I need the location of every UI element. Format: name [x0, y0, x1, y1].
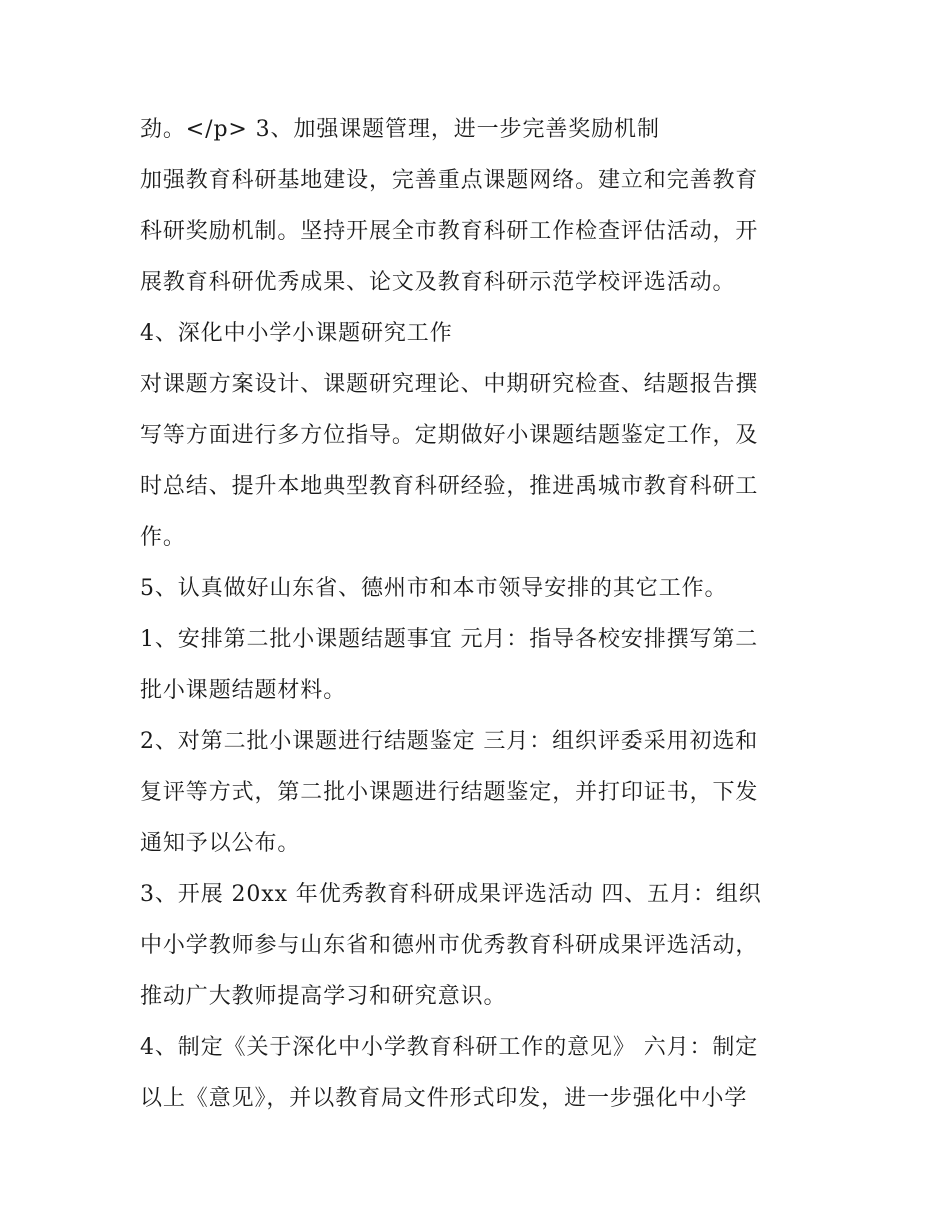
text-line: 劲。</p> 3、加强课题管理，进一步完善奖励机制	[140, 117, 660, 142]
text-line: 科研奖励机制。坚持开展全市教育科研工作检查评估活动，开	[140, 219, 759, 244]
schedule-item: 3、开展 20xx 年优秀教育科研成果评选活动 四、五月：组织	[140, 882, 762, 907]
schedule-item: 4、制定《关于深化中小学教育科研工作的意见》 六月：制定	[140, 1035, 759, 1060]
text-line: 写等方面进行多方位指导。定期做好小课题结题鉴定工作，及	[140, 423, 759, 448]
text-line: 批小课题结题材料。	[140, 678, 347, 703]
text-line: 时总结、提升本地典型教育科研经验，推进禹城市教育科研工	[140, 474, 759, 499]
schedule-item: 2、对第二批小课题进行结题鉴定 三月：组织评委采用初选和	[140, 729, 759, 754]
text-line: 作。	[140, 525, 186, 550]
text-line: 对课题方案设计、课题研究理论、中期研究检查、结题报告撰	[140, 372, 759, 397]
section-heading: 4、深化中小学小课题研究工作	[140, 321, 453, 346]
text-line: 复评等方式，第二批小课题进行结题鉴定，并打印证书，下发	[140, 780, 759, 805]
schedule-item: 1、安排第二批小课题结题事宜 元月：指导各校安排撰写第二	[140, 627, 759, 652]
document-body	[140, 104, 830, 1124]
text-line: 展教育科研优秀成果、论文及教育科研示范学校评选活动。	[140, 270, 736, 295]
section-heading: 5、认真做好山东省、德州市和本市领导安排的其它工作。	[140, 576, 728, 601]
text-line: 中小学教师参与山东省和德州市优秀教育科研成果评选活动，	[140, 933, 759, 958]
text-line: 通知予以公布。	[140, 831, 301, 856]
text-line: 推动广大教师提高学习和研究意识。	[140, 984, 507, 1009]
text-line: 加强教育科研基地建设，完善重点课题网络。建立和完善教育	[140, 168, 759, 193]
text-line: 以上《意见》，并以教育局文件形式印发，进一步强化中小学	[140, 1086, 748, 1111]
